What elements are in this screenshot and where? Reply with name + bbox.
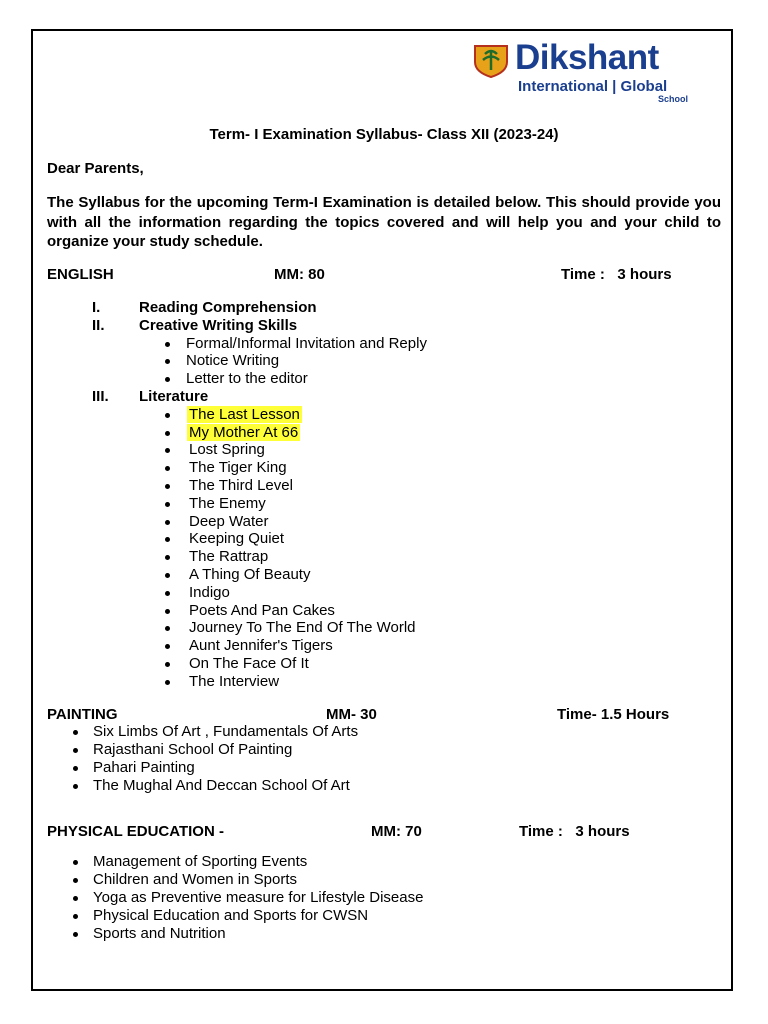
list-item: Keeping Quiet <box>189 530 285 548</box>
pe-subject: PHYSICAL EDUCATION - <box>47 823 224 840</box>
bullet-dot <box>165 413 170 418</box>
section-numeral: II. <box>92 316 105 334</box>
list-item: On The Face Of It <box>189 655 309 672</box>
english-time: Time : 3 hours <box>561 266 672 283</box>
logo-subtitle: International | Global <box>518 78 668 95</box>
bullet-dot <box>73 914 78 919</box>
bullet-dot <box>165 591 170 596</box>
list-item: Journey To The End Of The World <box>189 619 416 637</box>
section-label: Reading Comprehension <box>139 299 317 316</box>
list-item <box>189 406 302 424</box>
logo-subtitle-school: School <box>658 94 689 104</box>
greeting: Dear Parents, <box>47 160 144 177</box>
list-item: Deep Water <box>189 512 269 530</box>
bullet-dot <box>73 896 78 901</box>
list-item: Pahari Painting <box>93 759 195 776</box>
list-item: Physical Education and Sports for CWSN <box>93 907 369 924</box>
pe-time: Time : 3 hours <box>519 823 630 840</box>
painting-marks: MM- 30 <box>326 706 377 723</box>
list-item: The Rattrap <box>189 548 269 566</box>
list-item: The Third Level <box>189 477 293 494</box>
bullet-dot <box>73 878 78 883</box>
english-subject: ENGLISH <box>47 266 114 283</box>
list-item: Letter to the editor <box>186 370 308 388</box>
list-item: Lost Spring <box>189 441 265 459</box>
bullet-dot <box>165 484 170 489</box>
bullet-dot <box>73 730 78 735</box>
intro-paragraph: The Syllabus for the upcoming Term-I Examination is detailed below. This should provide you with all the information regarding the topics covered and will help you and your child to organize your study schedule. <box>47 194 721 250</box>
list-item: The Enemy <box>189 494 266 512</box>
bullet-dot <box>165 609 170 614</box>
bullet-dot <box>165 573 170 578</box>
section-label: Creative Writing Skills <box>139 316 298 334</box>
bullet-dot <box>165 431 170 436</box>
school-logo <box>471 40 701 110</box>
list-item: A Thing Of Beauty <box>189 566 311 583</box>
bullet-dot <box>73 766 78 771</box>
highlighted-text: The Last Lesson <box>189 405 300 423</box>
list-item: Aunt Jennifer's Tigers <box>189 637 333 655</box>
list-item: Indigo <box>189 583 230 601</box>
section-label: Literature <box>139 388 209 405</box>
page-title: Term- I Examination Syllabus- Class XII (2023-24) <box>209 126 559 143</box>
list-item: Formal/Informal Invitation and Reply <box>186 334 427 352</box>
section-numeral: III. <box>92 388 109 405</box>
list-item: Yoga as Preventive measure for Lifestyle Disease <box>93 889 424 906</box>
bullet-dot <box>73 784 78 789</box>
list-item: Six Limbs Of Art , Fundamentals Of Arts <box>93 723 359 740</box>
bullet-dot <box>73 932 78 937</box>
pe-marks: MM: 70 <box>371 823 422 840</box>
logo-brand: Dikshant <box>515 38 659 77</box>
list-item: Sports and Nutrition <box>93 925 226 942</box>
shield-logo-icon <box>471 44 511 78</box>
list-item <box>189 424 300 442</box>
bullet-dot <box>165 342 170 347</box>
list-item: The Mughal And Deccan School Of Art <box>93 777 350 794</box>
list-item: Management of Sporting Events <box>93 853 308 870</box>
list-item: The Tiger King <box>189 459 287 477</box>
english-marks: MM: 80 <box>274 266 325 283</box>
bullet-dot <box>73 748 78 753</box>
bullet-dot <box>73 860 78 865</box>
list-item: Poets And Pan Cakes <box>189 601 335 619</box>
bullet-dot <box>165 680 170 685</box>
painting-time: Time- 1.5 Hours <box>557 706 670 723</box>
highlighted-text: My Mother At 66 <box>189 423 299 441</box>
section-numeral: I. <box>92 299 101 316</box>
list-item: Children and Women in Sports <box>93 871 297 888</box>
list-item: The Interview <box>189 672 280 690</box>
bullet-dot <box>165 662 170 667</box>
list-item: Notice Writing <box>186 352 280 370</box>
bullet-dot <box>165 502 170 507</box>
painting-subject: PAINTING <box>47 706 118 723</box>
bullet-dot <box>165 520 170 525</box>
list-item: Rajasthani School Of Painting <box>93 741 293 758</box>
